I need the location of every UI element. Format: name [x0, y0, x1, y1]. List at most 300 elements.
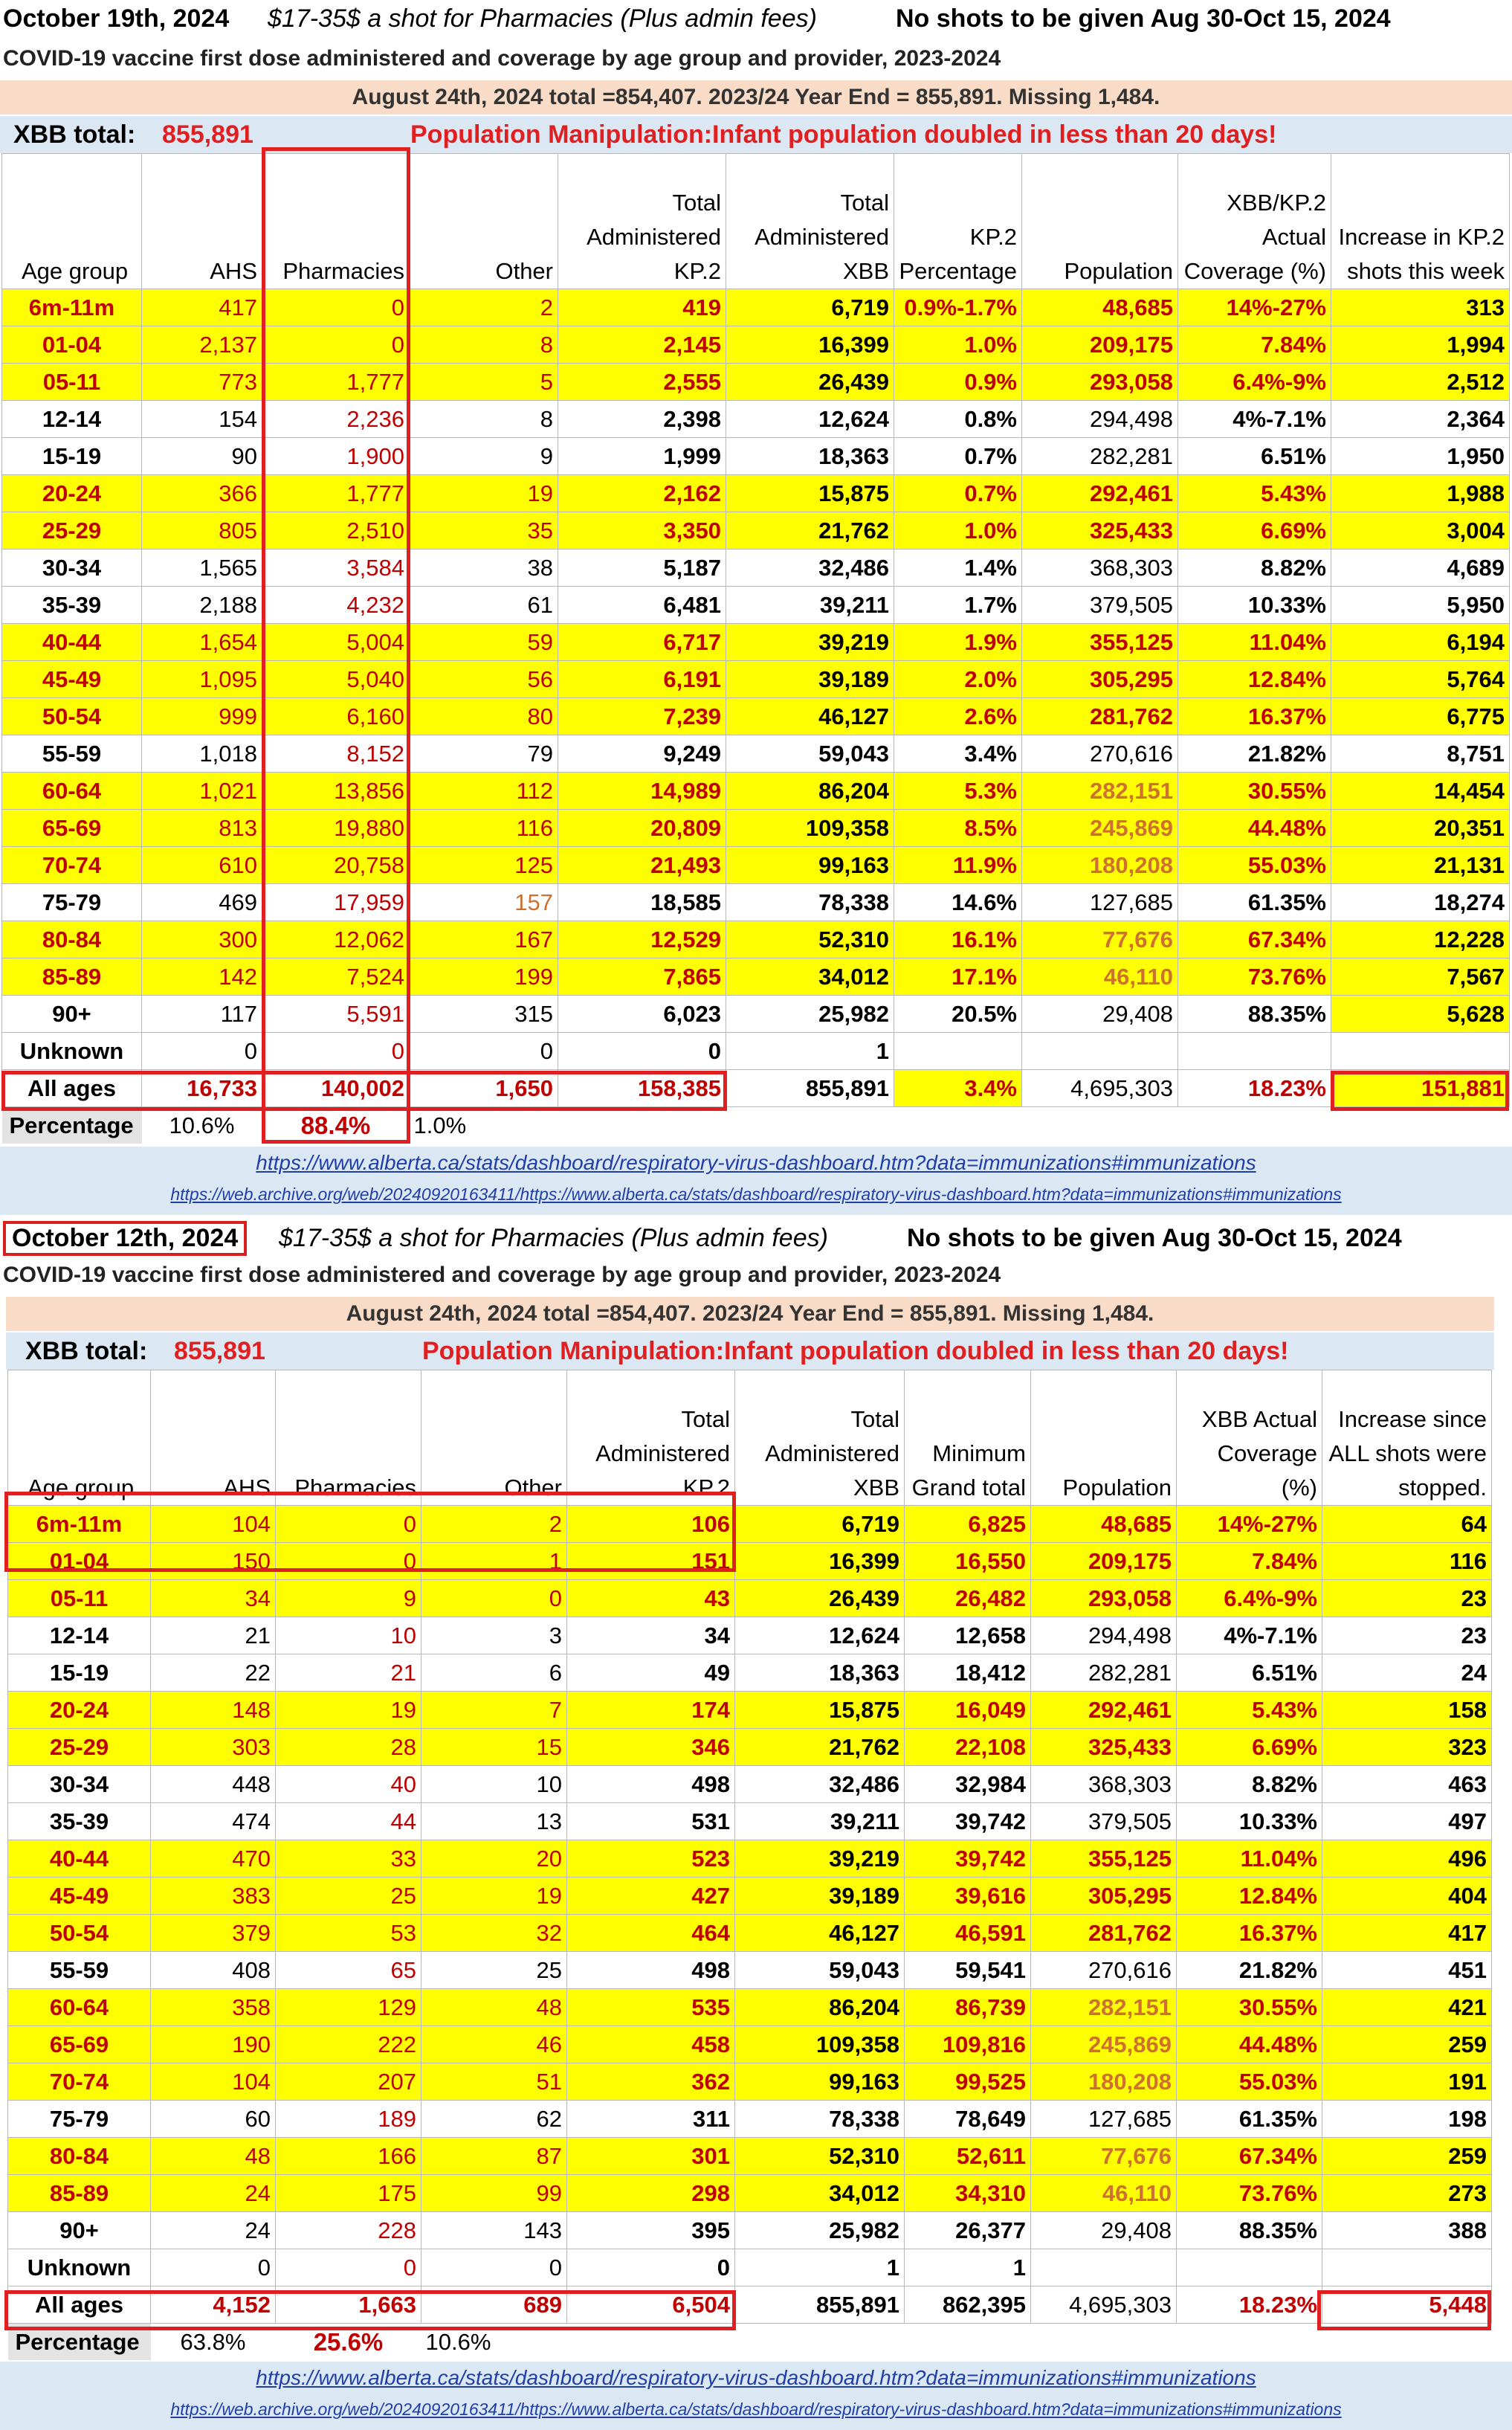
- header-ahs: AHS: [151, 1370, 276, 1506]
- cell-xbb: 855,891: [735, 2286, 905, 2324]
- cell-age: 60-64: [8, 1989, 151, 2026]
- cell-age: 50-54: [8, 1915, 151, 1952]
- cell-ph: 189: [276, 2101, 421, 2138]
- cell-cov: 18.23%: [1177, 2286, 1322, 2324]
- cell-pop: 368,303: [1031, 1766, 1177, 1803]
- cell-ph: 19: [276, 1692, 421, 1729]
- cell-xbb: 99,163: [726, 847, 894, 884]
- cell-kp: 174: [567, 1692, 735, 1729]
- cell-ot: 9: [410, 438, 558, 475]
- cell-xbb: 12,624: [735, 1617, 905, 1654]
- xbb-total-label: XBB total:: [25, 1337, 148, 1365]
- header-cov: XBB/KP.2 Actual Coverage (%): [1178, 154, 1331, 289]
- cell-ahs: 24: [151, 2175, 276, 2212]
- cell-pct: 39,616: [905, 1878, 1031, 1915]
- cell-ahs: 1,654: [142, 624, 262, 661]
- table-row: [2, 884, 1510, 921]
- cell-pop: 294,498: [1022, 401, 1178, 438]
- table-row: [2, 1070, 1510, 1107]
- cell-cov: 10.33%: [1178, 587, 1331, 624]
- table-row: [2, 847, 1510, 884]
- sheet-header-row: [0, 0, 1512, 42]
- percentage-row: [2, 1107, 1510, 1144]
- cell-ahs: 142: [142, 958, 262, 996]
- cell-xbb: 26,439: [735, 1580, 905, 1617]
- cell-kp: 34: [567, 1617, 735, 1654]
- header-kp: Total Administered KP.2: [567, 1370, 735, 1506]
- cell-pct: 0.7%: [894, 475, 1022, 512]
- cell-xbb: 34,012: [726, 958, 894, 996]
- cell-inc: 3,004: [1331, 512, 1510, 550]
- cell-ph: 5,040: [262, 661, 410, 698]
- cell-inc: [1331, 1033, 1510, 1070]
- cell-ot: 0: [410, 1033, 558, 1070]
- cell-inc: 1,994: [1331, 326, 1510, 364]
- cell-ot: 2: [410, 289, 558, 326]
- cell-pct: 22,108: [905, 1729, 1031, 1766]
- cell-cov: 8.82%: [1178, 550, 1331, 587]
- cell-ph: 5,004: [262, 624, 410, 661]
- cell-xbb: 26,439: [726, 364, 894, 401]
- cell-cov: 30.55%: [1177, 1989, 1322, 2026]
- cell-kp: 427: [567, 1878, 735, 1915]
- sheet-header-row: [0, 1219, 1512, 1261]
- table-subtitle: COVID-19 vaccine first dose administered and coverage by age group and provider, 2023-2024: [3, 1263, 1001, 1287]
- cell-ahs: 90: [142, 438, 262, 475]
- cell-kp: 18,585: [558, 884, 726, 921]
- cell-xbb: 16,399: [726, 326, 894, 364]
- cell-age: All ages: [2, 1070, 142, 1107]
- cell-cov: 6.69%: [1178, 512, 1331, 550]
- table-row: [8, 1506, 1492, 1543]
- cell-kp: 2,162: [558, 475, 726, 512]
- cell-pct: 86,739: [905, 1989, 1031, 2026]
- cell-kp: 311: [567, 2101, 735, 2138]
- cell-pop: 325,433: [1022, 512, 1178, 550]
- percentage-label: Percentage: [2, 1107, 142, 1144]
- cell-inc: 463: [1322, 1766, 1492, 1803]
- header-pop: Population: [1031, 1370, 1177, 1506]
- cell-inc: 1,988: [1331, 475, 1510, 512]
- cell-ph: 9: [276, 1580, 421, 1617]
- cell-ahs: 474: [151, 1803, 276, 1840]
- cell-age: 12-14: [2, 401, 142, 438]
- cell-pop: 281,762: [1031, 1915, 1177, 1952]
- cell-pct: 0.9%: [894, 364, 1022, 401]
- empty-cell: [894, 1107, 1022, 1144]
- cell-cov: 88.35%: [1177, 2212, 1322, 2249]
- cell-inc: 421: [1322, 1989, 1492, 2026]
- cell-age: 75-79: [2, 884, 142, 921]
- cell-inc: 2,512: [1331, 364, 1510, 401]
- cell-cov: 73.76%: [1178, 958, 1331, 996]
- table-row: [8, 2063, 1492, 2101]
- cell-inc: 12,228: [1331, 921, 1510, 958]
- cell-cov: 5.43%: [1177, 1692, 1322, 1729]
- cell-ph: 44: [276, 1803, 421, 1840]
- percentage-ahs: 63.8%: [180, 2328, 246, 2355]
- cell-pop: [1022, 1033, 1178, 1070]
- cell-ahs: 104: [151, 1506, 276, 1543]
- cell-kp: 346: [567, 1729, 735, 1766]
- cell-age: 35-39: [8, 1803, 151, 1840]
- cell-cov: 88.35%: [1178, 996, 1331, 1033]
- population-manipulation-note: Population Manipulation:Infant population doubled in less than 20 days!: [410, 120, 1277, 149]
- cell-ahs: 408: [151, 1952, 276, 1989]
- cell-age: 60-64: [2, 773, 142, 810]
- table-row: [8, 1915, 1492, 1952]
- cell-kp: 6,504: [567, 2286, 735, 2324]
- cell-ph: 0: [276, 1543, 421, 1580]
- cell-pop: 379,505: [1022, 587, 1178, 624]
- cell-ph: 21: [276, 1654, 421, 1692]
- cell-cov: 18.23%: [1178, 1070, 1331, 1107]
- cell-ot: 315: [410, 996, 558, 1033]
- cell-xbb: 39,189: [735, 1878, 905, 1915]
- xbb-total-row: [6, 1332, 1494, 1370]
- cell-ot: 38: [410, 550, 558, 587]
- cell-pct: 16,049: [905, 1692, 1031, 1729]
- cell-ot: 13: [421, 1803, 567, 1840]
- source-link-archive[interactable]: https://web.archive.org/web/20240920163411/https://www.alberta.ca/stats/dashboard/respiratory-virus-dashboard.htm?data=immunizations#immunizations: [170, 1185, 1342, 1204]
- cell-ot: 3: [421, 1617, 567, 1654]
- header-ahs: AHS: [142, 154, 262, 289]
- cell-pct: 32,984: [905, 1766, 1031, 1803]
- cell-kp: 21,493: [558, 847, 726, 884]
- cell-ph: 0: [276, 1506, 421, 1543]
- cell-inc: 14,454: [1331, 773, 1510, 810]
- source-link-alberta[interactable]: https://www.alberta.ca/stats/dashboard/respiratory-virus-dashboard.htm?data=immunizations#immunizations: [256, 2366, 1256, 2389]
- empty-cell: [1022, 1107, 1178, 1144]
- cell-age: 05-11: [8, 1580, 151, 1617]
- cell-inc: [1322, 2249, 1492, 2286]
- cell-ph: 1,900: [262, 438, 410, 475]
- table-row: [8, 1617, 1492, 1654]
- cell-age: 20-24: [8, 1692, 151, 1729]
- cell-inc: 5,448: [1322, 2286, 1492, 2324]
- cell-ot: 0: [421, 2249, 567, 2286]
- table-row: [8, 2138, 1492, 2175]
- header-ot: Other: [410, 154, 558, 289]
- cell-age: 20-24: [2, 475, 142, 512]
- report-date: October 19th, 2024: [3, 4, 230, 33]
- cell-pct: 0.9%-1.7%: [894, 289, 1022, 326]
- cell-xbb: 59,043: [735, 1952, 905, 1989]
- table-row: [2, 958, 1510, 996]
- cell-ahs: 358: [151, 1989, 276, 2026]
- empty-cell: [735, 2324, 905, 2361]
- cell-kp: 531: [567, 1803, 735, 1840]
- cell-ph: 0: [262, 1033, 410, 1070]
- cell-age: 25-29: [2, 512, 142, 550]
- cell-ahs: 1,095: [142, 661, 262, 698]
- cell-xbb: 15,875: [735, 1692, 905, 1729]
- cell-pop: [1031, 2249, 1177, 2286]
- table-row: [8, 1729, 1492, 1766]
- table-row: [2, 326, 1510, 364]
- cell-ot: 48: [421, 1989, 567, 2026]
- cell-pct: 3.4%: [894, 735, 1022, 773]
- cell-ot: 116: [410, 810, 558, 847]
- xbb-total-value: 855,891: [174, 1337, 265, 1365]
- cell-ahs: 2,137: [142, 326, 262, 364]
- table-row: [2, 512, 1510, 550]
- cell-inc: 259: [1322, 2138, 1492, 2175]
- cell-cov: 12.84%: [1178, 661, 1331, 698]
- cell-ph: 0: [262, 289, 410, 326]
- cell-cov: 7.84%: [1177, 1543, 1322, 1580]
- cell-ahs: 303: [151, 1729, 276, 1766]
- cell-kp: 523: [567, 1840, 735, 1878]
- cell-ot: 2: [421, 1506, 567, 1543]
- cell-ph: 13,856: [262, 773, 410, 810]
- cell-ph: 6,160: [262, 698, 410, 735]
- cell-cov: 55.03%: [1178, 847, 1331, 884]
- cell-pop: 270,616: [1022, 735, 1178, 773]
- cell-ph: 0: [262, 326, 410, 364]
- cell-ahs: 805: [142, 512, 262, 550]
- cell-ph: 7,524: [262, 958, 410, 996]
- cell-pct: 18,412: [905, 1654, 1031, 1692]
- cell-cov: 21.82%: [1177, 1952, 1322, 1989]
- header-row: [8, 1370, 1492, 1506]
- cell-pop: 270,616: [1031, 1952, 1177, 1989]
- cell-ahs: 154: [142, 401, 262, 438]
- cell-pop: 282,281: [1031, 1654, 1177, 1692]
- cell-ot: 32: [421, 1915, 567, 1952]
- cell-cov: 21.82%: [1178, 735, 1331, 773]
- cell-age: 90+: [2, 996, 142, 1033]
- cell-xbb: 46,127: [726, 698, 894, 735]
- cell-ph: 28: [276, 1729, 421, 1766]
- cell-ahs: 1,565: [142, 550, 262, 587]
- cell-ph: 4,232: [262, 587, 410, 624]
- header-row: [2, 154, 1510, 289]
- cell-pop: 282,281: [1022, 438, 1178, 475]
- cell-kp: 106: [567, 1506, 735, 1543]
- cell-ot: 8: [410, 326, 558, 364]
- table-row: [2, 401, 1510, 438]
- table-row: [2, 921, 1510, 958]
- cell-kp: 2,145: [558, 326, 726, 364]
- empty-cell: [567, 2324, 735, 2361]
- table-row: [8, 1803, 1492, 1840]
- table-row: [2, 364, 1510, 401]
- cell-kp: 6,191: [558, 661, 726, 698]
- cell-ot: 56: [410, 661, 558, 698]
- table-row: [8, 2175, 1492, 2212]
- percentage-ph: 25.6%: [313, 2327, 384, 2356]
- cell-inc: 259: [1322, 2026, 1492, 2063]
- cell-age: 55-59: [8, 1952, 151, 1989]
- cell-ph: 40: [276, 1766, 421, 1803]
- header-pop: Population: [1022, 154, 1178, 289]
- cell-cov: 11.04%: [1177, 1840, 1322, 1878]
- cell-ahs: 2,188: [142, 587, 262, 624]
- cell-ot: 0: [421, 1580, 567, 1617]
- cell-ahs: 999: [142, 698, 262, 735]
- cell-inc: 158: [1322, 1692, 1492, 1729]
- cell-ph: 1,777: [262, 364, 410, 401]
- cell-ahs: 21: [151, 1617, 276, 1654]
- table-row: [2, 1033, 1510, 1070]
- cell-ahs: 0: [142, 1033, 262, 1070]
- cell-pop: 368,303: [1022, 550, 1178, 587]
- cell-pop: 305,295: [1031, 1878, 1177, 1915]
- cell-xbb: 1: [735, 2249, 905, 2286]
- percentage-row: [8, 2324, 1492, 2361]
- cell-kp: 6,481: [558, 587, 726, 624]
- cell-ahs: 469: [142, 884, 262, 921]
- cell-cov: 12.84%: [1177, 1878, 1322, 1915]
- cell-ahs: 190: [151, 2026, 276, 2063]
- cell-xbb: 59,043: [726, 735, 894, 773]
- cell-pop: 293,058: [1022, 364, 1178, 401]
- cell-kp: 0: [567, 2249, 735, 2286]
- cell-xbb: 78,338: [726, 884, 894, 921]
- cell-pct: 12,658: [905, 1617, 1031, 1654]
- cell-ahs: 24: [151, 2212, 276, 2249]
- cell-pct: 14.6%: [894, 884, 1022, 921]
- empty-cell: [1178, 1107, 1331, 1144]
- cell-pct: 0.8%: [894, 401, 1022, 438]
- table-row: [8, 2249, 1492, 2286]
- table-row: [2, 475, 1510, 512]
- cell-xbb: 6,719: [735, 1506, 905, 1543]
- cell-cov: 8.82%: [1177, 1766, 1322, 1803]
- cell-pop: 209,175: [1031, 1543, 1177, 1580]
- cell-ph: 19,880: [262, 810, 410, 847]
- cell-pop: 282,151: [1031, 1989, 1177, 2026]
- cell-xbb: 32,486: [726, 550, 894, 587]
- xbb-total-row: [0, 116, 1512, 153]
- cell-kp: 9,249: [558, 735, 726, 773]
- cell-ph: 53: [276, 1915, 421, 1952]
- empty-cell: [905, 2324, 1031, 2361]
- cell-ph: 129: [276, 1989, 421, 2026]
- header-inc: Increase in KP.2 shots this week: [1331, 154, 1510, 289]
- cell-pop: 355,125: [1022, 624, 1178, 661]
- cell-age: Unknown: [2, 1033, 142, 1070]
- cell-pct: 1.0%: [894, 326, 1022, 364]
- xbb-total-value: 855,891: [162, 120, 253, 149]
- cell-inc: 21,131: [1331, 847, 1510, 884]
- cell-xbb: 18,363: [735, 1654, 905, 1692]
- cell-inc: 273: [1322, 2175, 1492, 2212]
- cell-ot: 6: [421, 1654, 567, 1692]
- cell-cov: 5.43%: [1178, 475, 1331, 512]
- cell-xbb: 1: [726, 1033, 894, 1070]
- cell-ot: 143: [421, 2212, 567, 2249]
- cell-ot: 19: [410, 475, 558, 512]
- table-row: [8, 1692, 1492, 1729]
- cell-pct: 78,649: [905, 2101, 1031, 2138]
- cell-ph: 65: [276, 1952, 421, 1989]
- cell-kp: 6,717: [558, 624, 726, 661]
- table-row: [8, 1989, 1492, 2026]
- cell-ph: 10: [276, 1617, 421, 1654]
- cell-pop: 281,762: [1022, 698, 1178, 735]
- cell-pop: 127,685: [1022, 884, 1178, 921]
- cell-xbb: 6,719: [726, 289, 894, 326]
- cell-age: 45-49: [8, 1878, 151, 1915]
- cell-pct: [894, 1033, 1022, 1070]
- source-links: [0, 2362, 1512, 2430]
- percentage-ph: 88.4%: [300, 1111, 371, 1139]
- cell-ph: 166: [276, 2138, 421, 2175]
- price-note: $17-35$ a shot for Pharmacies (Plus admin fees): [279, 1224, 828, 1252]
- cell-ph: 175: [276, 2175, 421, 2212]
- cell-cov: 4%-7.1%: [1177, 1617, 1322, 1654]
- cell-ot: 1,650: [410, 1070, 558, 1107]
- cell-pop: 293,058: [1031, 1580, 1177, 1617]
- percentage-ot: 1.0%: [413, 1112, 467, 1138]
- cell-pct: 109,816: [905, 2026, 1031, 2063]
- cell-xbb: 99,163: [735, 2063, 905, 2101]
- cell-inc: 313: [1331, 289, 1510, 326]
- cell-inc: 496: [1322, 1840, 1492, 1878]
- cell-age: 6m-11m: [8, 1506, 151, 1543]
- percentage-label: Percentage: [8, 2324, 151, 2361]
- cell-pop: 245,869: [1022, 810, 1178, 847]
- cell-cov: 11.04%: [1178, 624, 1331, 661]
- table-row: [2, 735, 1510, 773]
- cell-xbb: 16,399: [735, 1543, 905, 1580]
- cell-kp: 49: [567, 1654, 735, 1692]
- cell-xbb: 109,358: [726, 810, 894, 847]
- cell-xbb: 855,891: [726, 1070, 894, 1107]
- cell-cov: 67.34%: [1177, 2138, 1322, 2175]
- cell-cov: 55.03%: [1177, 2063, 1322, 2101]
- empty-cell: [726, 1107, 894, 1144]
- cell-inc: 198: [1322, 2101, 1492, 2138]
- cell-cov: 4%-7.1%: [1178, 401, 1331, 438]
- cell-pct: 3.4%: [894, 1070, 1022, 1107]
- cell-pop: 48,685: [1031, 1506, 1177, 1543]
- cell-xbb: 109,358: [735, 2026, 905, 2063]
- cell-ph: 12,062: [262, 921, 410, 958]
- cell-pct: 1.0%: [894, 512, 1022, 550]
- cell-ph: 5,591: [262, 996, 410, 1033]
- cell-kp: 158,385: [558, 1070, 726, 1107]
- cell-age: Unknown: [8, 2249, 151, 2286]
- header-ot: Other: [421, 1370, 567, 1506]
- cell-pct: 34,310: [905, 2175, 1031, 2212]
- cell-ahs: 417: [142, 289, 262, 326]
- cell-ot: 167: [410, 921, 558, 958]
- cell-pct: 1.4%: [894, 550, 1022, 587]
- cell-ot: 199: [410, 958, 558, 996]
- cell-ahs: 16,733: [142, 1070, 262, 1107]
- cell-pop: 127,685: [1031, 2101, 1177, 2138]
- cell-cov: 73.76%: [1177, 2175, 1322, 2212]
- cell-cov: 16.37%: [1178, 698, 1331, 735]
- source-link-alberta[interactable]: https://www.alberta.ca/stats/dashboard/respiratory-virus-dashboard.htm?data=immunizations#immunizations: [256, 1151, 1256, 1174]
- cell-inc: 191: [1322, 2063, 1492, 2101]
- cell-age: 15-19: [2, 438, 142, 475]
- cell-age: 85-89: [2, 958, 142, 996]
- cell-xbb: 21,762: [735, 1729, 905, 1766]
- cell-ot: 87: [421, 2138, 567, 2175]
- source-link-archive[interactable]: https://web.archive.org/web/20240920163411/https://www.alberta.ca/stats/dashboard/respiratory-virus-dashboard.htm?data=immunizations#immunizations: [170, 2400, 1342, 2419]
- cell-pct: 862,395: [905, 2286, 1031, 2324]
- table-row: [2, 550, 1510, 587]
- cell-ot: 61: [410, 587, 558, 624]
- cell-pop: 77,676: [1031, 2138, 1177, 2175]
- cell-pct: 17.1%: [894, 958, 1022, 996]
- table-row: [8, 2286, 1492, 2324]
- cell-pct: 6,825: [905, 1506, 1031, 1543]
